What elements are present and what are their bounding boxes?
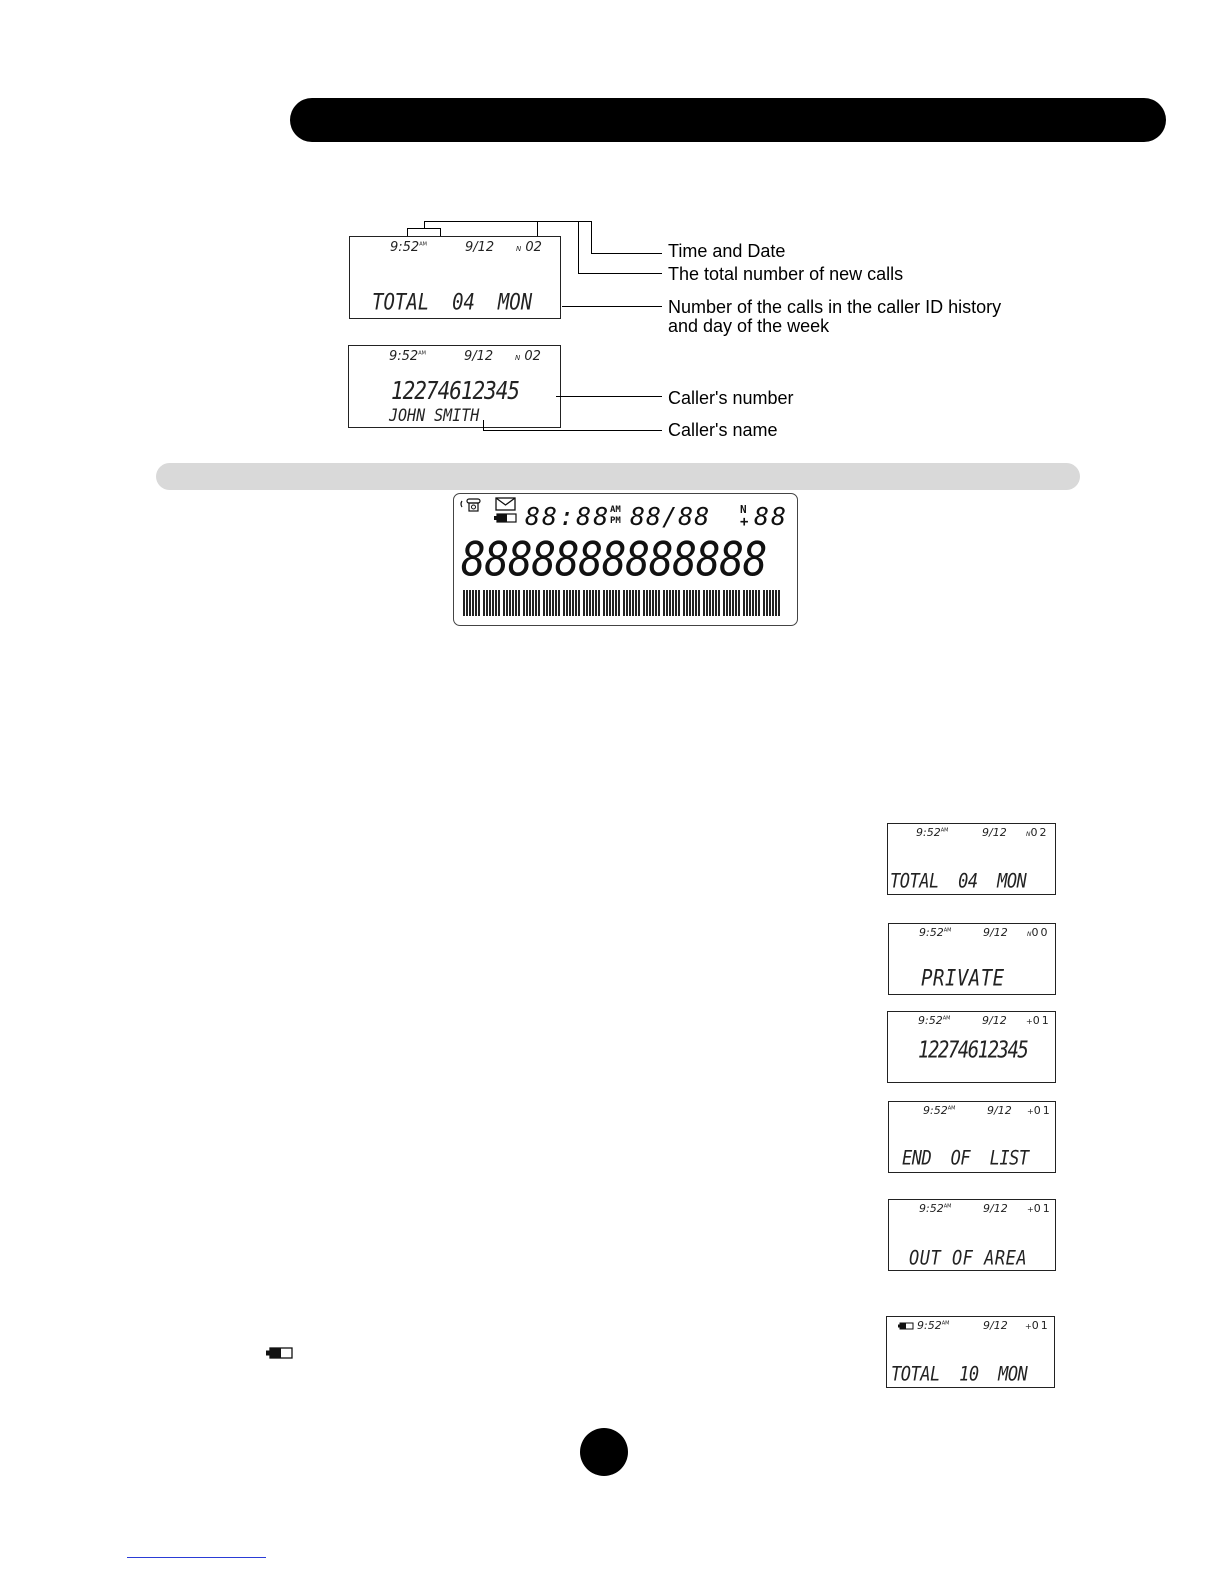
display-date: 9/12: [465, 240, 495, 255]
char-cell: [563, 590, 581, 616]
envelope-icon: [495, 497, 517, 511]
char-cell: [743, 590, 761, 616]
char-cell: [523, 590, 541, 616]
segment-date: 88/88: [630, 502, 711, 531]
display-date: 9/12: [464, 349, 494, 364]
segment-count: 88: [754, 502, 789, 531]
display-new-calls: N 02: [515, 349, 541, 364]
display-time: $9:52^{AM}$: [390, 240, 427, 255]
phone-icon: [460, 497, 486, 513]
example-display-caller: [348, 345, 561, 428]
display-caller-number: 12274612345: [391, 376, 520, 405]
callout-caller-name: Caller's name: [668, 420, 778, 440]
side-display-out-of-area: $9:52^{AM}$ 9/12 +01 OUT OF AREA: [888, 1199, 1056, 1271]
segment-plus: +: [740, 514, 749, 530]
callout-history-1: Number of the calls in the caller ID history: [668, 297, 1002, 317]
callout-caller-number: Caller's number: [668, 388, 794, 408]
battery-icon: [266, 1347, 294, 1359]
char-cell: [703, 590, 721, 616]
side-display-number: $9:52^{AM}$ 9/12 +01 12274612345: [887, 1011, 1056, 1083]
side-display-end-of-list: $9:52^{AM}$ 9/12 +01 END OF LIST: [888, 1101, 1056, 1173]
segment-n: N: [740, 503, 747, 516]
callout-total-new: The total number of new calls: [668, 264, 904, 284]
section-bar: [156, 463, 1080, 490]
side-display-total-10: $9:52^{AM}$ 9/12 +01 TOTAL 10 MON: [886, 1316, 1055, 1388]
side-display-private: $9:52^{AM}$ 9/12 N00 PRIVATE: [888, 923, 1056, 995]
callout-time-date: Time and Date: [668, 241, 786, 261]
char-cell: [643, 590, 661, 616]
segment-char-cells: [463, 590, 781, 616]
segment-pm: PM: [610, 516, 621, 526]
battery-icon: [898, 1322, 914, 1330]
display-total-line: TOTAL 04 MON: [372, 290, 533, 316]
char-cell: [583, 590, 601, 616]
title-bar: [290, 98, 1166, 142]
char-cell: [623, 590, 641, 616]
char-cell: [603, 590, 621, 616]
segment-time: 88:88: [525, 502, 611, 531]
segment-am: AM: [610, 505, 621, 515]
display-caller-name: JOHN SMITH: [389, 405, 480, 426]
example-display-summary: [349, 236, 561, 319]
callout-history-2: and day of the week: [668, 316, 830, 336]
char-cell: [663, 590, 681, 616]
char-cell: [543, 590, 561, 616]
char-cell: [483, 590, 501, 616]
side-display-total: $9:52^{AM}$ 9/12 N02 TOTAL 04 MON: [887, 823, 1056, 895]
char-cell: [683, 590, 701, 616]
footer-link-underline[interactable]: [127, 1557, 266, 1558]
char-cell: [723, 590, 741, 616]
char-cell: [763, 590, 781, 616]
battery-icon: [494, 513, 518, 523]
page-number-badge: [580, 1428, 628, 1476]
segment-main-digits: 8888888888888: [461, 532, 767, 588]
char-cell: [463, 590, 481, 616]
display-new-calls: N 02: [516, 240, 542, 255]
char-cell: [503, 590, 521, 616]
display-time: $9:52^{AM}$: [389, 349, 426, 364]
